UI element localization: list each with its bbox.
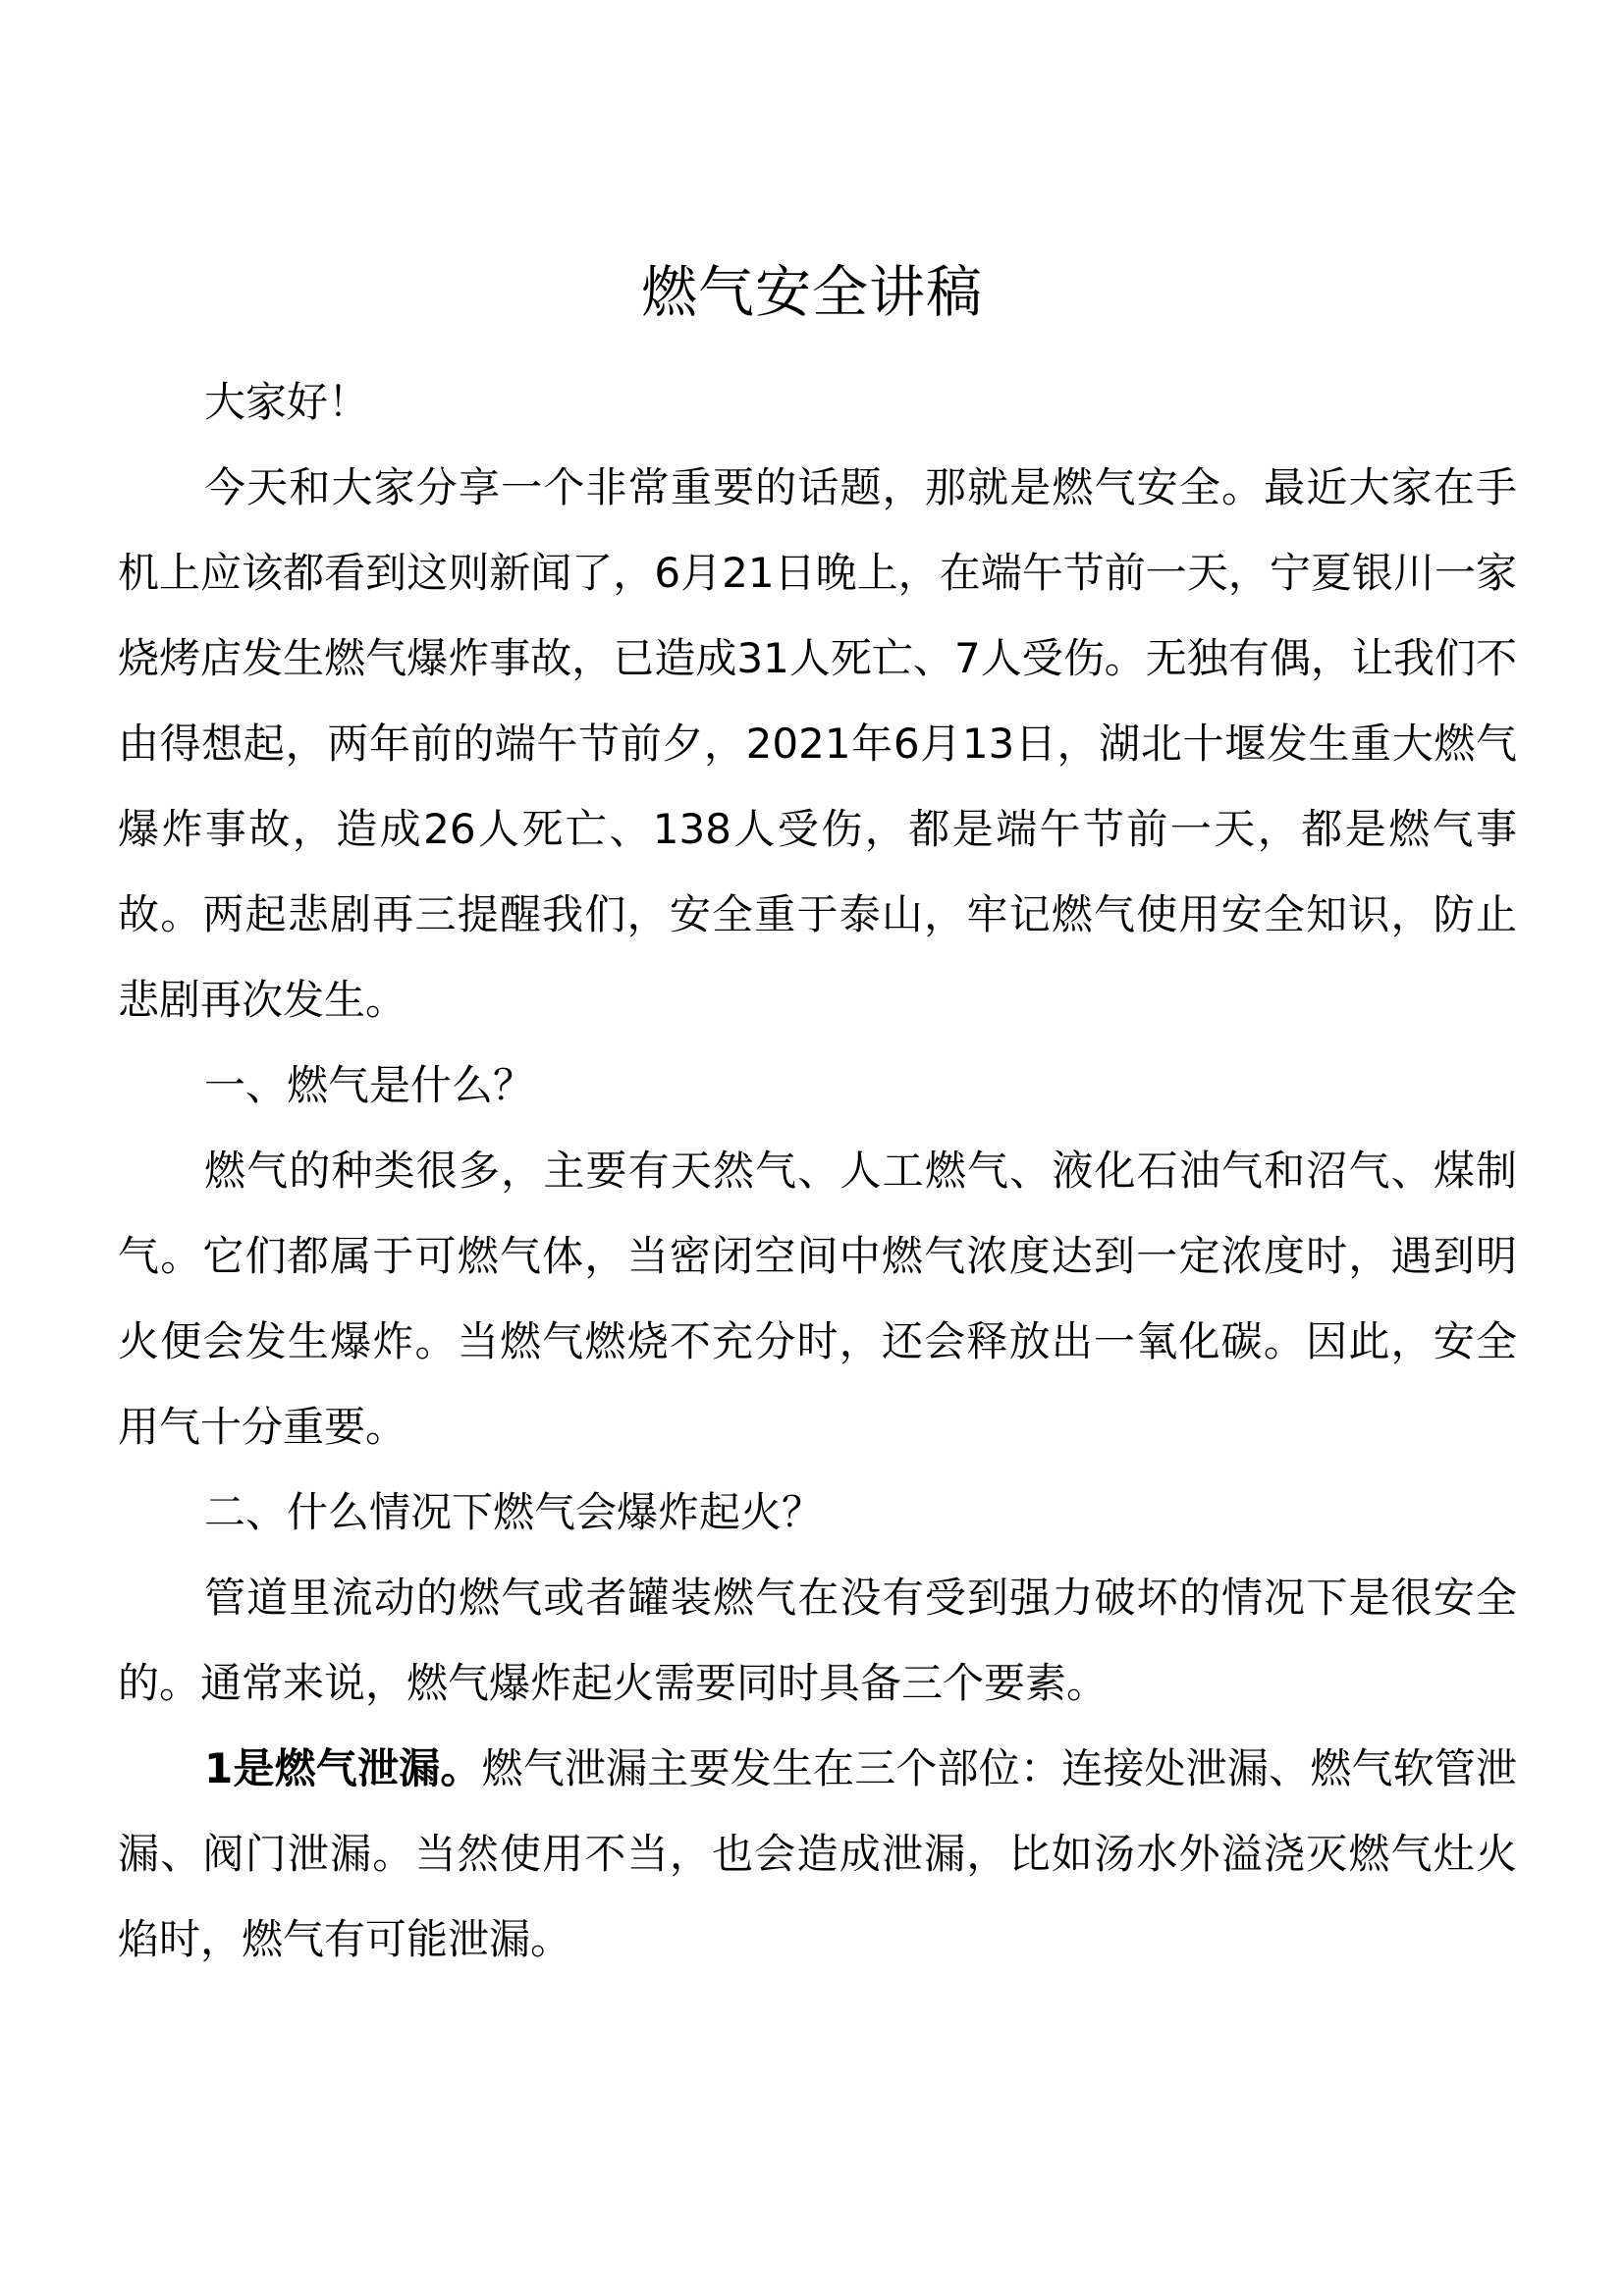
document-title: 燃气安全讲稿 [641,260,983,325]
section-1-paragraph: 燃气的种类很多，主要有天然气、人工燃气、液化石油气和沼气、煤制气。它们都属于可燃气体，当密闭空间中燃气浓度达到一定浓度时，遇到明火便会发生爆炸。当燃气燃烧不充分时，还会释放出一氧化碳。因此，安全用气十分重要。 [118,1147,1517,1451]
point-1-paragraph [118,1726,1517,1982]
point-1-text: 燃气泄漏主要发生在三个部位：连接处泄漏、燃气软管泄漏、阀门泄漏。当然使用不当，也会造成泄漏，比如汤水外溢浇灭燃气灶火焰时，燃气有可能泄漏。 [118,1744,1517,1963]
document-body [118,359,1517,1982]
intro-paragraph: 今天和大家分享一个非常重要的话题，那就是燃气安全。最近大家在手机上应该都看到这则新闻了，6月21日晚上，在端午节前一天，宁夏银川一家烧烤店发生燃气爆炸事故，已造成31人死亡、7人受伤。无独有偶，让我们不由得想起，两年前的端午节前夕，2021年6月13日，湖北十堰发生重大燃气爆炸事故，造成26人死亡、138人受伤，都是端午节前一天，都是燃气事故。两起悲剧再三提醒我们，安全重于泰山，牢记燃气使用安全知识，防止悲剧再次发生。 [118,463,1517,1024]
greeting-paragraph: 大家好！ [204,378,370,426]
section-1-heading: 一、燃气是什么？ [204,1061,535,1109]
section-2-paragraph: 管道里流动的燃气或者罐装燃气在没有受到强力破坏的情况下是很安全的。通常来说，燃气爆炸起火需要同时具备三个要素。 [118,1574,1517,1707]
section-2-heading: 二、什么情况下燃气会爆炸起火？ [204,1488,824,1536]
point-1-lead: 1是燃气泄漏。 [204,1744,482,1792]
